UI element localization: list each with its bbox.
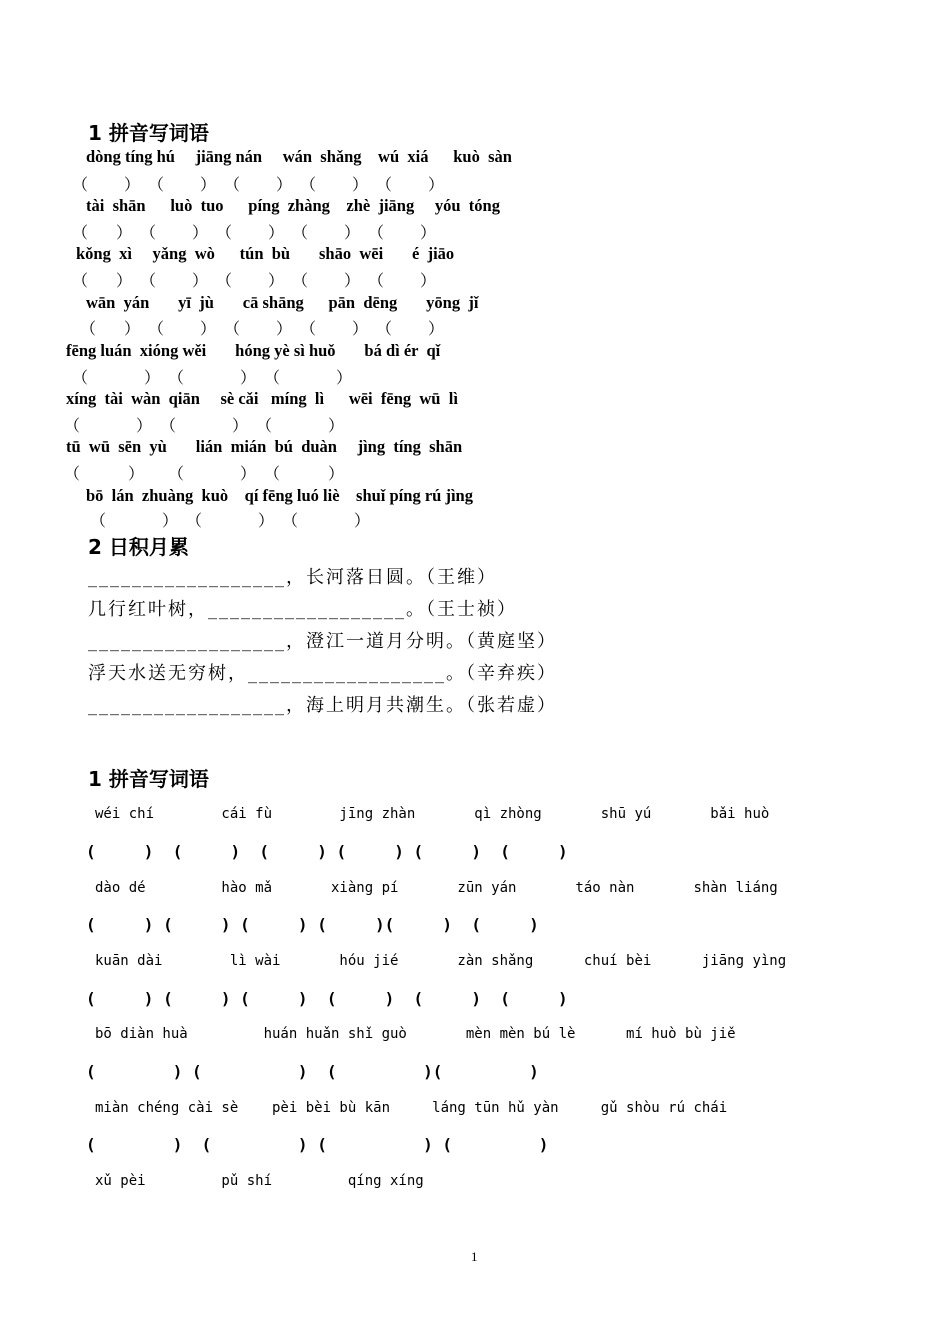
pinyin-row-1: dòng tíng hú jiāng nán wán shǎng wú xiá kuò sàn xyxy=(86,147,512,166)
poem-line-1[interactable]: __________________，长河落日圆。（王维） xyxy=(88,567,497,588)
blank2-row-5[interactable]: ( ) ( ) ( ) ( ) xyxy=(86,1135,549,1154)
pinyin2-row-4: bō diàn huà huán huǎn shǐ guò mèn mèn bú lè mí huò bù jiě xyxy=(95,1026,736,1042)
blank-row-1[interactable]: （ ） （ ） （ ） （ ） （ ） xyxy=(72,177,445,194)
page-number: 1 xyxy=(471,1249,478,1264)
pinyin2-row-1: wéi chí cái fù jīng zhàn qì zhòng shū yú bǎi huò xyxy=(95,806,770,822)
pinyin-row-3: kǒng xì yǎng wò tún bù shāo wēi é jiāo xyxy=(76,244,455,263)
blank2-row-1[interactable]: ( ) ( ) ( ) ( ) ( ) ( ) xyxy=(86,842,568,861)
pinyin2-row-3: kuān dài lì wài hóu jié zàn shǎng chuí bèi jiāng yìng xyxy=(95,953,787,969)
pinyin2-row-2: dào dé hào mǎ xiàng pí zūn yán táo nàn shàn liáng xyxy=(95,880,778,896)
poem-line-3[interactable]: __________________，澄江一道月分明。（黄庭坚） xyxy=(88,631,557,652)
poem-line-5[interactable]: __________________，海上明月共潮生。（张若虚） xyxy=(88,695,557,716)
pinyin-row-8: bō lán zhuàng kuò qí fēng luó liè shuǐ píng rú jìng xyxy=(86,486,473,505)
pinyin2-row-5: miàn chéng cài sè pèi bèi bù kān láng tūn hǔ yàn gǔ shòu rú chái xyxy=(95,1100,728,1116)
blank2-row-3[interactable]: ( ) ( ) ( ) ( ) ( ) ( ) xyxy=(86,989,568,1008)
pinyin-row-4: wān yán yī jù cā shāng pān dēng yōng jǐ xyxy=(86,293,479,312)
blank-row-6[interactable]: （ ） （ ） （ ） xyxy=(64,418,345,435)
pinyin2-row-6: xǔ pèi pǔ shí qíng xíng xyxy=(95,1173,424,1189)
section-title-pinyin: 1 拼音写词语 xyxy=(88,121,209,145)
pinyin-row-2: tài shān luò tuo píng zhàng zhè jiāng yóu tóng xyxy=(86,196,500,215)
section-title-accumulation: 2 日积月累 xyxy=(88,535,189,559)
blank-row-4[interactable]: （ ） （ ） （ ） （ ） （ ） xyxy=(80,321,445,338)
blank-row-7[interactable]: （ ） （ ） （ ） xyxy=(64,466,345,483)
blank2-row-2[interactable]: ( ) ( ) ( ) ( )( ) ( ) xyxy=(86,915,539,934)
poem-line-4[interactable]: 浮天水送无穷树，__________________。（辛弃疾） xyxy=(88,663,557,684)
blank-row-3[interactable]: （ ） （ ） （ ） （ ） （ ） xyxy=(72,273,437,290)
pinyin-row-5: fēng luán xióng wěi hóng yè sì huǒ bá dì ér qǐ xyxy=(66,341,441,360)
blank-row-8[interactable]: （ ） （ ） （ ） xyxy=(90,513,371,530)
poem-line-2[interactable]: 几行红叶树，__________________。（王士祯） xyxy=(88,599,517,620)
section-title-pinyin-2: 1 拼音写词语 xyxy=(88,767,209,791)
blank-row-5[interactable]: （ ） （ ） （ ） xyxy=(72,370,353,387)
pinyin-row-7: tū wū sēn yù lián mián bú duàn jìng tíng shān xyxy=(66,437,463,456)
pinyin-row-6: xíng tài wàn qiān sè cǎi míng lì wēi fēng wū lì xyxy=(66,389,458,408)
blank-row-2[interactable]: （ ） （ ） （ ） （ ） （ ） xyxy=(72,225,437,242)
blank2-row-4[interactable]: ( ) ( ) ( )( ) xyxy=(86,1062,539,1081)
